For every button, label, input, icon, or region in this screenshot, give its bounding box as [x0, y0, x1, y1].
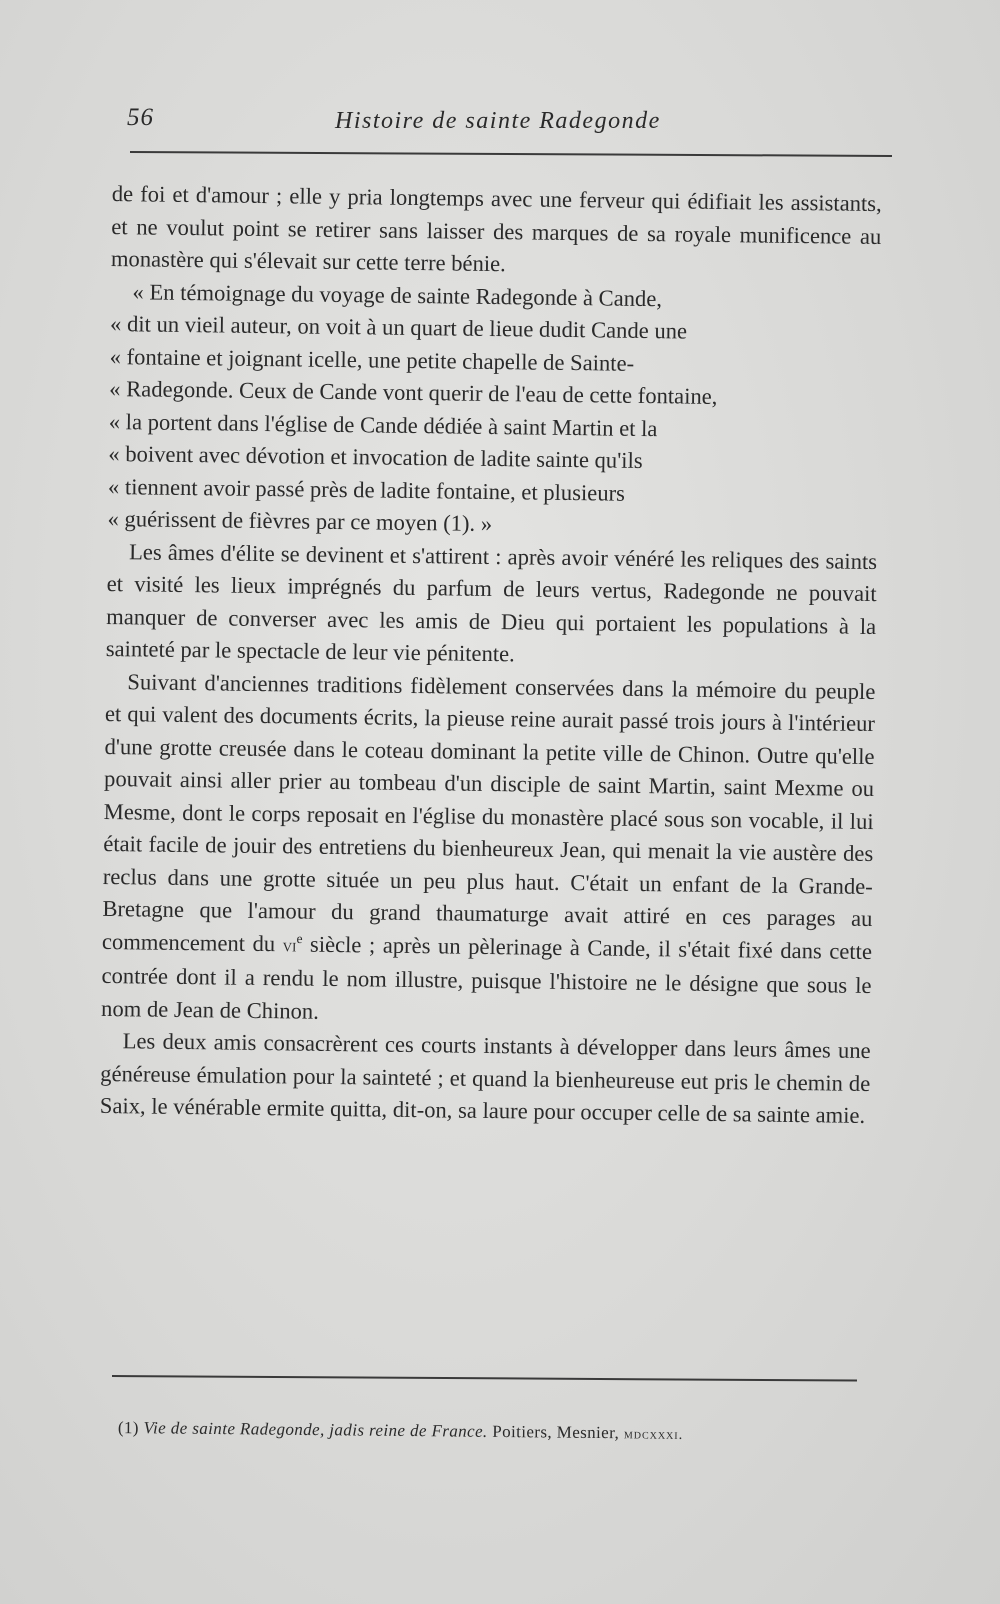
quote-line: « boivent avec dévotion et invocation de ladite sainte qu'ils — [108, 438, 878, 481]
running-head — [127, 100, 887, 140]
footnote — [118, 1418, 878, 1446]
quote-line: « la portent dans l'église de Cande dédiée à saint Martin et la — [109, 405, 879, 448]
paragraph-4-part-a: Suivant d'anciennes traditions fidèlement conservées dans la mémoire du peuple et qui valent des documents écrits, la pieuse reine aurait passé trois jours à l'intérieur d'une grotte creusée dans le coteau dominant la petite ville de Chinon. Outre qu'elle pouvait ainsi aller prier au tombeau d'un disciple de saint Martin, saint Mexme ou Mesme, dont le corps reposait en l'église du monastère placé sous son vocable, il lui était facile de jouir des entretiens du bienheureux Jean, qui menait la vie austère des reclus dans une grotte située un peu plus haut. C'était un enfant de la Grande-Bretagne que l'amour du grand thaumaturge avait attiré en ces parages au commencement du — [101, 668, 876, 956]
footnote-title: Vie de sainte Radegonde, jadis reine de France. — [143, 1418, 488, 1441]
running-title: Histoire de sainte Radegonde — [335, 108, 661, 134]
page-number: 56 — [127, 104, 154, 131]
quote-line: « tiennent avoir passé près de ladite fontaine, et plusieurs — [108, 470, 878, 513]
century-numeral: vi — [282, 934, 297, 956]
quote-line: « En témoignage du voyage de sainte Radegonde à Cande, — [110, 275, 880, 318]
paragraph-5: Les deux amis consacrèrent ces courts instants à développer dans leurs âmes une généreuse émulation pour la sainteté ; et quand la bienheureuse eut pris le chemin de Saix, le vénérable ermite quitta, dit-on, sa laure pour occuper celle de sa sainte amie. — [99, 1028, 871, 1128]
footnote-rule — [112, 1375, 857, 1382]
quote-line: « dit un vieil auteur, on voit à un quart de lieue dudit Cande une — [110, 308, 880, 351]
century-superscript: e — [296, 930, 303, 946]
footnote-publisher: Poitiers, Mesnier, — [492, 1421, 620, 1443]
footnote-year: mdcxxxi. — [623, 1426, 684, 1443]
quote-line: « Radegonde. Ceux de Cande vont querir de l'eau de cette fontaine, — [109, 373, 879, 416]
quote-line: « fontaine et joignant icelle, une petite chapelle de Sainte- — [109, 340, 879, 383]
header-rule — [130, 151, 892, 157]
paragraph-4-part-b: siècle ; après un pèlerinage à Cande, il s'était fixé dans cette contrée dont il a rendu le nom illustre, puisque l'histoire ne le désigne que sous le nom de Jean de Chinon. — [100, 931, 873, 1024]
paragraph-1: de foi et d'amour ; elle y pria longtemps avec une ferveur qui édifiait les assistants, et ne voulut point se retirer sans laisser des marques de sa royale munificence au monastère qui s'élevait sur cette terre bénie. — [110, 180, 882, 277]
body-text — [100, 178, 882, 1132]
quote-line: « guérissent de fièvres par ce moyen (1). » — [107, 503, 877, 546]
quotation — [107, 275, 880, 545]
footnote-marker: (1) — [117, 1418, 140, 1438]
paragraph-4 — [101, 665, 876, 1035]
paragraph-3: Les âmes d'élite se devinent et s'attirent : après avoir vénéré les reliques des saints et visité les lieux imprégnés du parfum de leurs vertus, Radegonde ne pouvait manquer de converser avec les amis de Dieu qui portaient les populations à la sainteté par le spectacle de leur vie pénitente. — [105, 538, 878, 667]
